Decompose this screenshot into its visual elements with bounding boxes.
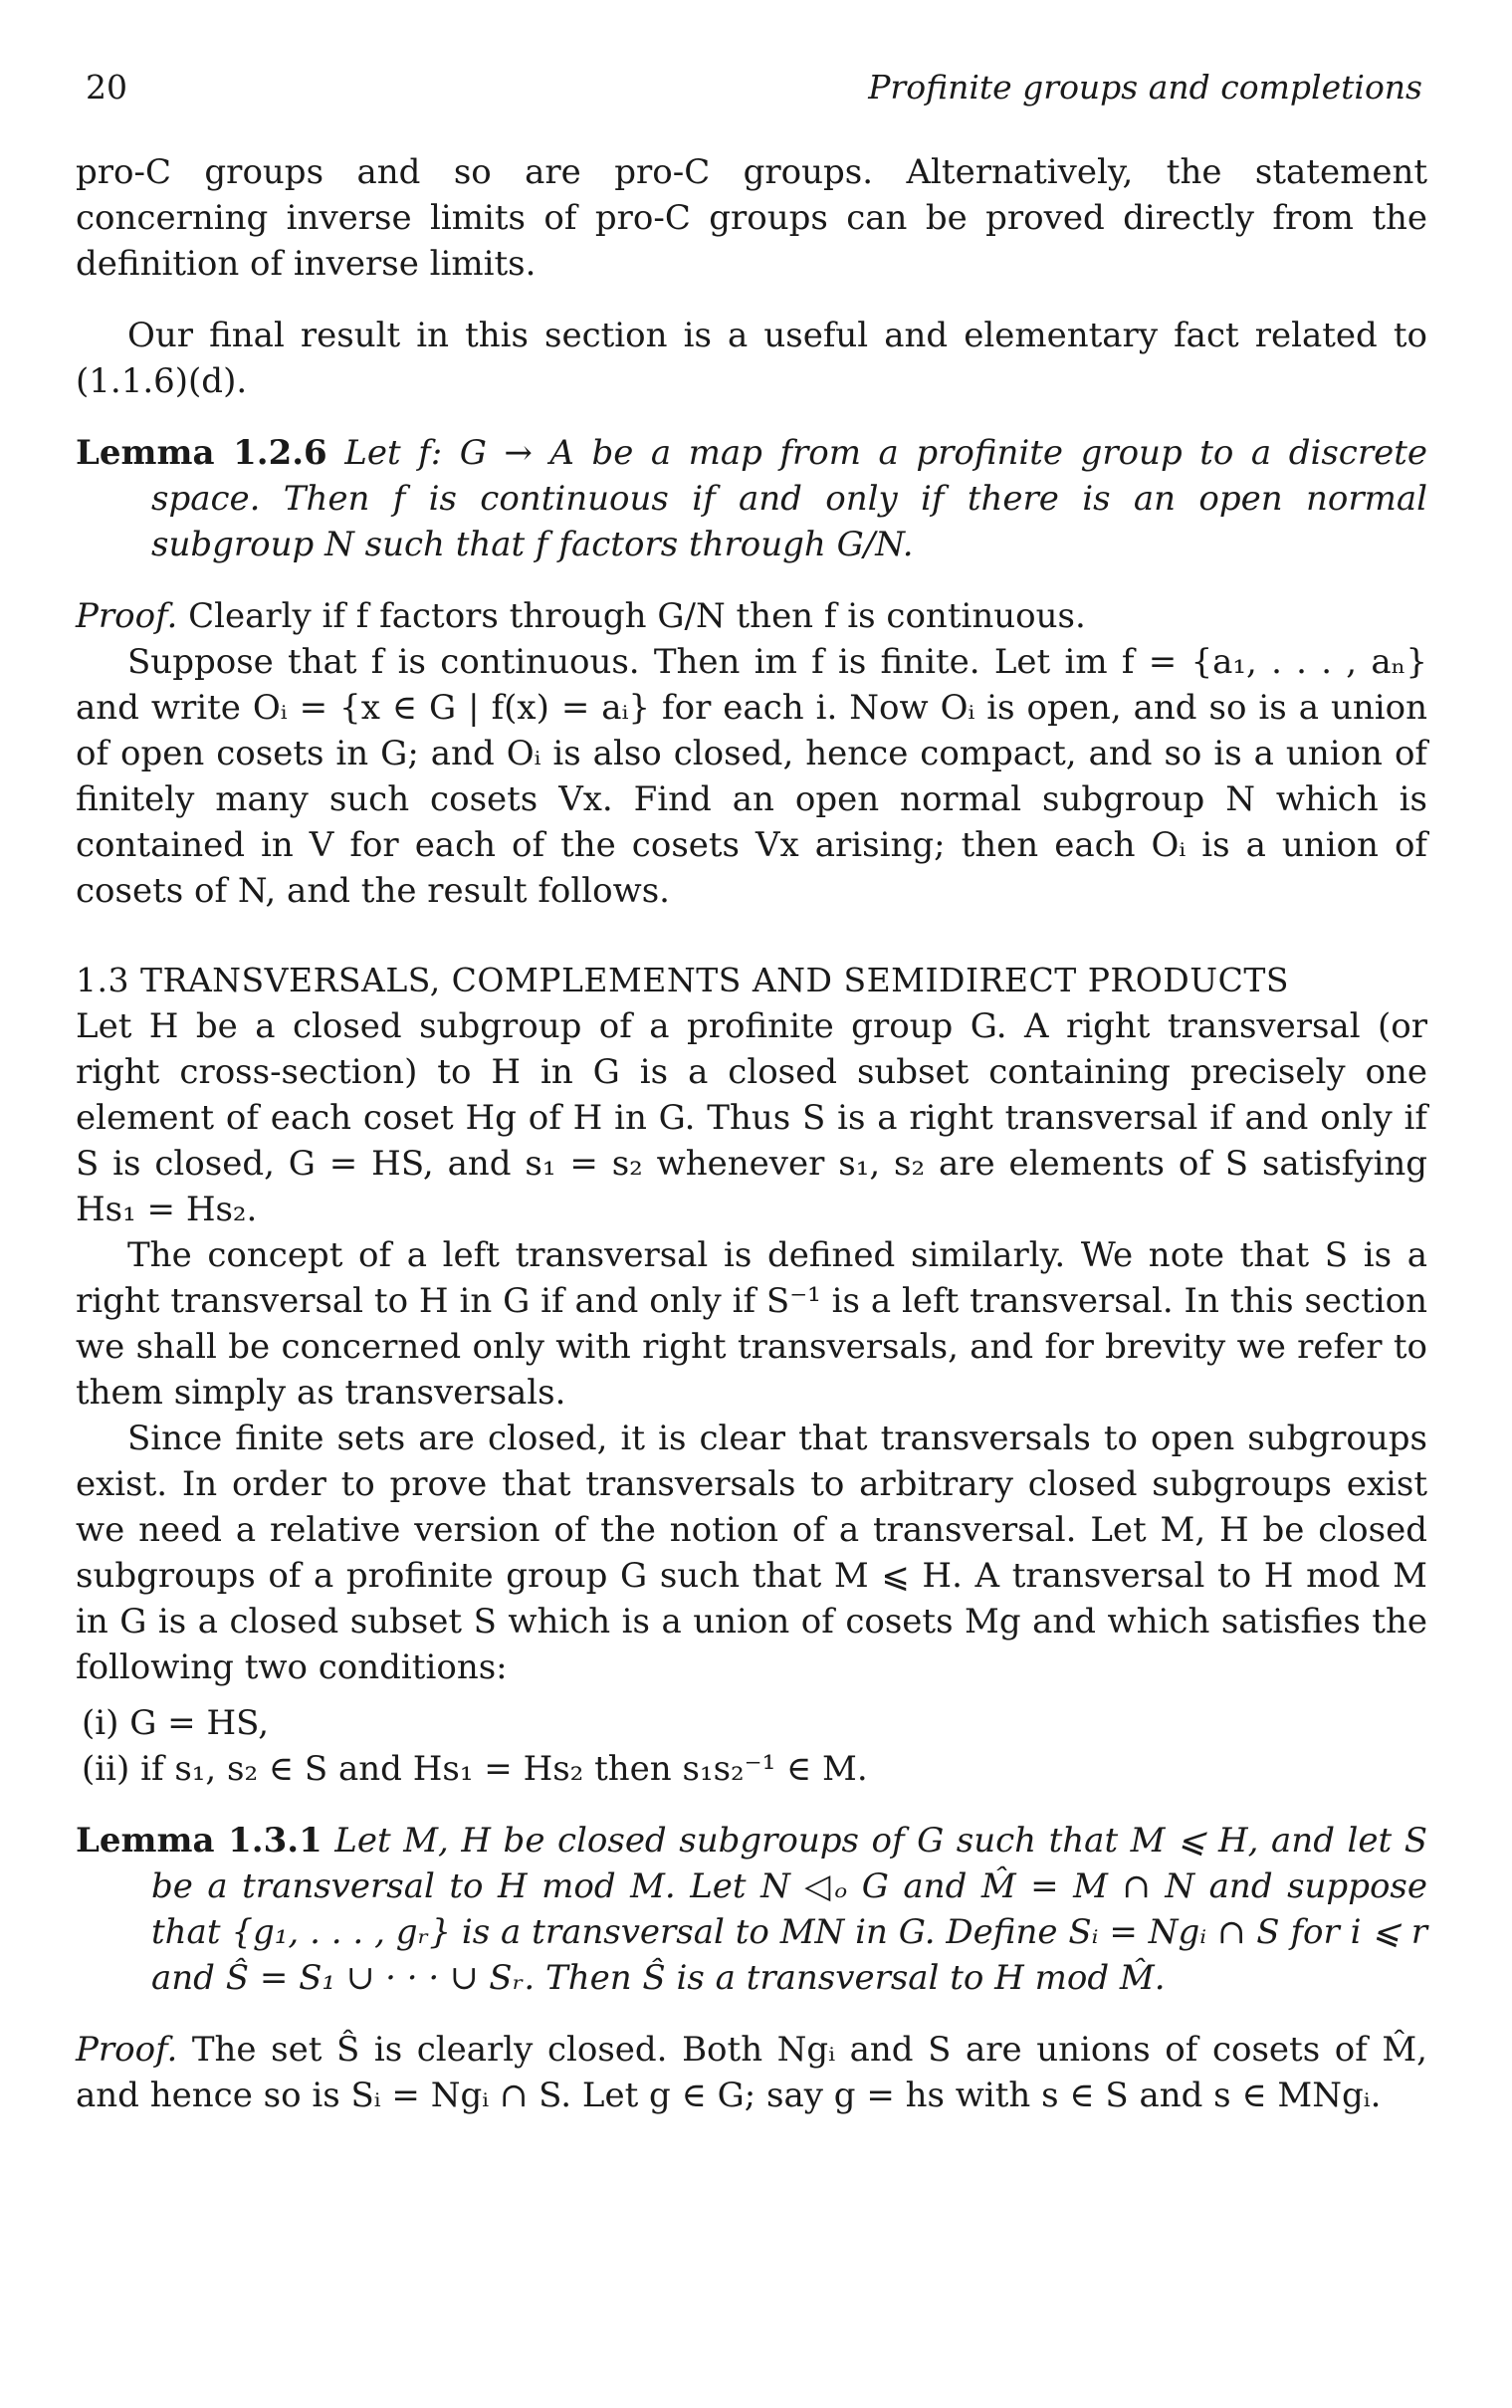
conditions-list [76,1700,1427,1792]
condition-item: (i) G = HS, [82,1703,270,1743]
section-heading: 1.3 TRANSVERSALS, COMPLEMENTS AND SEMIDIRECT PRODUCTS [76,961,1289,999]
proof-label: Proof. [76,2030,178,2070]
proof-1-3-1 [76,2027,1427,2118]
page-header [80,68,1432,117]
page-body [76,149,1427,2118]
proof-first-line: Clearly if f factors through G/N then f is continuous. [188,596,1086,636]
section-paragraph-3: Since finite sets are closed, it is clear that transversals to open subgroups exist. In order to prove that transversals to arbitrary closed subgroups exist we need a relative version of the notion of a transversal. Let M, H be closed subgroups of a profinite group G such that M ⩽ H. A transversal to H mod M in G is a closed subset S which is a union of cosets Mg and which satisfies the following two conditions: [76,1419,1427,1687]
lemma-label: Lemma 1.3.1 [76,1821,323,1861]
section-paragraph-1: Let H be a closed subgroup of a profinite group G. A right transversal (or right cross-section) to H in G is a closed subset containing precisely one element of each coset Hg of H in G. Thus S is a right transversal if and only if S is closed, G = HS, and s₁ = s₂ whenever s₁, s₂ are elements of S satisfying Hs₁ = Hs₂. [76,1006,1427,1229]
condition-item: (ii) if s₁, s₂ ∈ S and Hs₁ = Hs₂ then s₁s₂⁻¹ ∈ M. [82,1749,868,1789]
proof-label: Proof. [76,596,178,636]
paragraph-final-result: Our final result in this section is a useful and elementary fact related to (1.1.6)(d). [76,316,1427,401]
page-number: 20 [86,68,127,107]
proof-paragraph: Suppose that f is continuous. Then im f is finite. Let im f = {a₁, . . . , aₙ} and write Oᵢ = {x ∈ G | f(x) = aᵢ} for each i. Now Oᵢ is open, and so is a union of open cosets in G; and Oᵢ is also closed, hence compact, and so is a union of finitely many such cosets Vx. Find an open normal subgroup N which is contained in V for each of the cosets Vx arising; then each Oᵢ is a union of cosets of N, and the result follows. [76,642,1427,911]
proof-1-2-6 [76,593,1427,639]
lemma-label: Lemma 1.2.6 [76,433,327,473]
section-paragraph-2: The concept of a left transversal is defined similarly. We note that S is a right transversal to H in G if and only if S⁻¹ is a left transversal. In this section we shall be concerned only with right transversals, and for brevity we refer to them simply as transversals. [76,1235,1427,1413]
lemma-statement: Let M, H be closed subgroups of G such that M ⩽ H, and let S be a transversal to H mod M. Let N ◁ₒ G and M̂ = M ∩ N and suppose that {g₁, . . . , gᵣ} is a transversal to MN in G. Define Sᵢ = Ngᵢ ∩ S for i ⩽ r and Ŝ = S₁ ∪ · · · ∪ Sᵣ. Then Ŝ is a transversal to H mod M̂. [151,1821,1427,1998]
proof-text: The set Ŝ is clearly closed. Both Ngᵢ and S are unions of cosets of M̂, and hence so is Sᵢ = Ngᵢ ∩ S. Let g ∈ G; say g = hs with s ∈ S and s ∈ MNgᵢ. [76,2030,1427,2115]
lemma-1-3-1 [76,1818,1427,2001]
lemma-statement: Let f: G → A be a map from a profinite group to a discrete space. Then f is continuous if and only if there is an open normal subgroup N such that f factors through G/N. [151,433,1427,564]
paragraph-continuation: pro-C groups and so are pro-C groups. Alternatively, the statement concerning inverse limits of pro-C groups can be proved directly from the definition of inverse limits. [76,152,1427,284]
running-head: Profinite groups and completions [868,68,1422,107]
lemma-1-2-6 [76,430,1427,567]
